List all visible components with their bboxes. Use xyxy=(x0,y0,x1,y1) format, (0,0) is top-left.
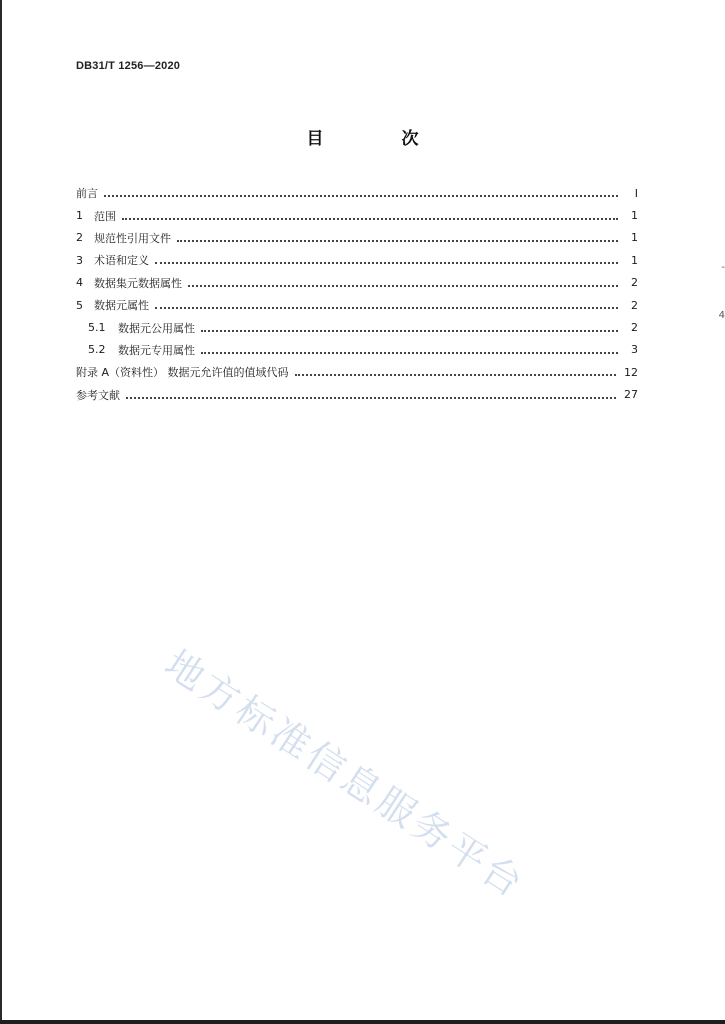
toc-number: 5 xyxy=(76,298,83,312)
toc-leader xyxy=(155,261,618,264)
toc-leader xyxy=(177,239,618,242)
scan-left-edge xyxy=(0,0,2,1024)
toc-entry-data-element-attributes[interactable] xyxy=(76,294,638,316)
toc-page: 3 xyxy=(631,343,638,357)
table-of-contents xyxy=(76,182,638,406)
toc-label: 数据集元数据属性 xyxy=(94,276,182,290)
toc-page: 1 xyxy=(631,209,638,223)
toc-label: 前言 xyxy=(76,187,98,201)
toc-entry-common-attributes[interactable] xyxy=(76,316,638,338)
toc-entry-foreword[interactable] xyxy=(76,182,638,204)
scan-bottom-edge xyxy=(0,1020,725,1024)
toc-entry-normative-references[interactable] xyxy=(76,227,638,249)
toc-page: 2 xyxy=(631,298,638,312)
toc-entry-scope[interactable] xyxy=(76,204,638,226)
toc-entry-bibliography[interactable] xyxy=(76,384,638,406)
toc-entry-appendix-a[interactable] xyxy=(76,361,638,383)
toc-page: 12 xyxy=(624,365,638,379)
toc-label: 范围 xyxy=(94,209,116,223)
toc-number: 2 xyxy=(76,231,83,245)
toc-label: 术语和定义 xyxy=(94,254,149,268)
toc-number: 5.1 xyxy=(88,321,106,335)
toc-entry-terms-definitions[interactable] xyxy=(76,249,638,271)
toc-leader xyxy=(126,396,616,399)
watermark: 地方标准信息服务平台 xyxy=(157,641,534,908)
margin-mark: 4 xyxy=(718,310,725,321)
toc-label: 数据元公用属性 xyxy=(118,321,195,335)
toc-leader xyxy=(104,194,618,197)
page-title: 目 次 xyxy=(306,129,455,149)
toc-leader xyxy=(201,329,618,332)
toc-number: 3 xyxy=(76,253,83,267)
toc-label: 数据元专用属性 xyxy=(118,343,195,357)
toc-label: 数据元属性 xyxy=(94,299,149,313)
toc-leader xyxy=(201,351,618,354)
toc-page: I xyxy=(634,186,638,200)
toc-number: 1 xyxy=(76,209,83,223)
toc-leader xyxy=(295,373,616,376)
toc-entry-specific-attributes[interactable] xyxy=(76,339,638,361)
toc-page: 27 xyxy=(624,388,638,402)
toc-number: 5.2 xyxy=(88,343,106,357)
toc-leader xyxy=(155,306,618,309)
toc-page: 2 xyxy=(631,276,638,290)
toc-leader xyxy=(122,217,618,220)
toc-page: 1 xyxy=(631,253,638,267)
toc-leader xyxy=(188,284,618,287)
toc-page: 1 xyxy=(631,231,638,245)
document-code: DB31/T 1256—2020 xyxy=(76,60,181,72)
toc-label: 参考文献 xyxy=(76,388,120,402)
toc-number: 4 xyxy=(76,276,83,290)
toc-label: 规范性引用文件 xyxy=(94,231,171,245)
margin-mark: - xyxy=(721,262,725,273)
toc-label: 附录 A（资料性） 数据元允许值的值域代码 xyxy=(76,366,289,380)
toc-entry-dataset-metadata[interactable] xyxy=(76,272,638,294)
toc-page: 2 xyxy=(631,321,638,335)
